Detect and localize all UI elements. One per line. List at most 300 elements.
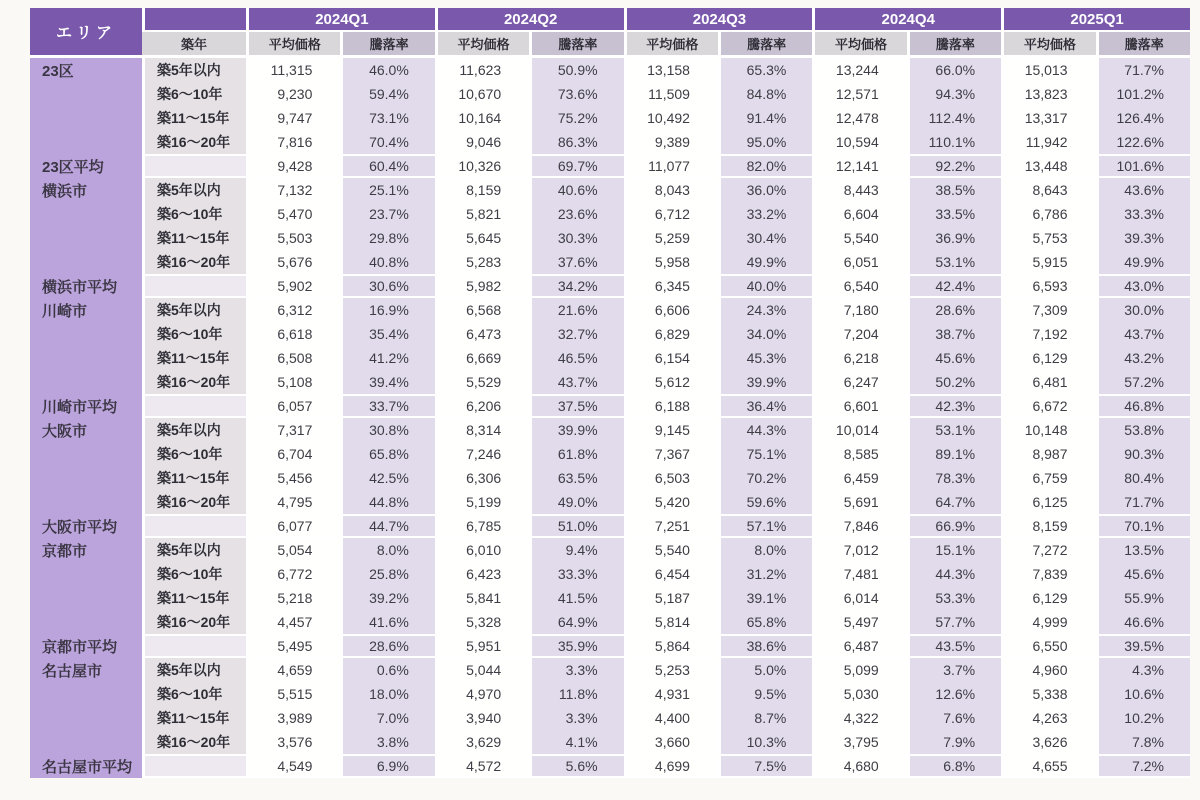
- price-cell: 5,540: [812, 226, 906, 250]
- rate-header-cell: 騰落率: [1096, 32, 1190, 58]
- price-cell: 5,456: [246, 466, 340, 490]
- area-label: [30, 490, 142, 514]
- age-cell: 築5年以内: [142, 538, 246, 562]
- price-cell: 8,043: [624, 178, 718, 202]
- price-cell: 11,942: [1001, 130, 1095, 154]
- average-row: [30, 394, 1190, 418]
- price-cell: 6,051: [812, 250, 906, 274]
- price-cell: 10,014: [812, 418, 906, 442]
- price-cell: 6,218: [812, 346, 906, 370]
- price-cell: 6,785: [435, 514, 529, 538]
- rate-cell: 92.2%: [907, 154, 1001, 178]
- rate-cell: 34.0%: [718, 322, 812, 346]
- rate-cell: 3.3%: [529, 706, 623, 730]
- area-average-label: 23区平均: [30, 154, 142, 178]
- age-cell: 築11〜15年: [142, 106, 246, 130]
- area-label: [30, 130, 142, 154]
- price-cell: 4,655: [1001, 754, 1095, 778]
- rate-cell: 46.8%: [1096, 394, 1190, 418]
- price-cell: 8,443: [812, 178, 906, 202]
- rate-cell: 41.5%: [529, 586, 623, 610]
- rate-cell: 38.7%: [907, 322, 1001, 346]
- rate-cell: 9.5%: [718, 682, 812, 706]
- area-average-label: 川崎市平均: [30, 394, 142, 418]
- rate-cell: 25.8%: [340, 562, 434, 586]
- area-average-label: 京都市平均: [30, 634, 142, 658]
- rate-header-cell: 騰落率: [907, 32, 1001, 58]
- price-cell: 7,846: [812, 514, 906, 538]
- price-header-cell: 平均価格: [624, 32, 718, 58]
- price-cell: 7,481: [812, 562, 906, 586]
- price-header-cell: 平均価格: [812, 32, 906, 58]
- price-cell: 4,659: [246, 658, 340, 682]
- rate-cell: 70.1%: [1096, 514, 1190, 538]
- table-row: [30, 610, 1190, 634]
- rate-cell: 7.5%: [718, 754, 812, 778]
- rate-cell: 6.9%: [340, 754, 434, 778]
- price-cell: 4,680: [812, 754, 906, 778]
- rate-cell: 122.6%: [1096, 130, 1190, 154]
- rate-cell: 15.1%: [907, 538, 1001, 562]
- price-cell: 6,704: [246, 442, 340, 466]
- rate-cell: 50.2%: [907, 370, 1001, 394]
- rate-cell: 101.2%: [1096, 82, 1190, 106]
- rate-cell: 37.6%: [529, 250, 623, 274]
- price-cell: 12,141: [812, 154, 906, 178]
- rate-cell: 44.8%: [340, 490, 434, 514]
- price-cell: 6,503: [624, 466, 718, 490]
- price-cell: 3,989: [246, 706, 340, 730]
- rate-cell: 4.1%: [529, 730, 623, 754]
- rate-cell: 40.8%: [340, 250, 434, 274]
- rate-cell: 40.0%: [718, 274, 812, 298]
- area-average-label: 横浜市平均: [30, 274, 142, 298]
- age-cell: 築16〜20年: [142, 730, 246, 754]
- price-cell: 6,772: [246, 562, 340, 586]
- area-label: [30, 706, 142, 730]
- price-cell: 5,497: [812, 610, 906, 634]
- rate-cell: 57.7%: [907, 610, 1001, 634]
- rate-cell: 18.0%: [340, 682, 434, 706]
- table-row: [30, 250, 1190, 274]
- rate-cell: 46.5%: [529, 346, 623, 370]
- area-label: [30, 346, 142, 370]
- price-cell: 5,503: [246, 226, 340, 250]
- price-cell: 10,492: [624, 106, 718, 130]
- blank-header-cell: [142, 8, 246, 32]
- rate-cell: 0.6%: [340, 658, 434, 682]
- price-cell: 5,821: [435, 202, 529, 226]
- price-cell: 6,712: [624, 202, 718, 226]
- table-row: [30, 706, 1190, 730]
- price-cell: 6,423: [435, 562, 529, 586]
- price-cell: 10,326: [435, 154, 529, 178]
- rate-cell: 33.3%: [529, 562, 623, 586]
- rate-cell: 80.4%: [1096, 466, 1190, 490]
- area-label: [30, 82, 142, 106]
- price-cell: 5,044: [435, 658, 529, 682]
- table-header: [30, 8, 1190, 58]
- price-cell: 8,159: [435, 178, 529, 202]
- area-label: [30, 682, 142, 706]
- rate-cell: 41.2%: [340, 346, 434, 370]
- rate-cell: 65.3%: [718, 58, 812, 82]
- rate-cell: 25.1%: [340, 178, 434, 202]
- price-cell: 5,108: [246, 370, 340, 394]
- rate-cell: 46.6%: [1096, 610, 1190, 634]
- rate-cell: 78.3%: [907, 466, 1001, 490]
- price-cell: 5,099: [812, 658, 906, 682]
- rate-cell: 7.9%: [907, 730, 1001, 754]
- quarter-header: 2024Q2: [435, 8, 624, 32]
- price-cell: 7,204: [812, 322, 906, 346]
- rate-cell: 7.2%: [1096, 754, 1190, 778]
- price-cell: 6,247: [812, 370, 906, 394]
- rate-cell: 42.3%: [907, 394, 1001, 418]
- rate-header-cell: 騰落率: [718, 32, 812, 58]
- rate-cell: 38.6%: [718, 634, 812, 658]
- table-row: [30, 298, 1190, 322]
- price-cell: 4,970: [435, 682, 529, 706]
- price-cell: 9,145: [624, 418, 718, 442]
- area-label: [30, 106, 142, 130]
- rate-cell: 91.4%: [718, 106, 812, 130]
- age-cell: 築5年以内: [142, 418, 246, 442]
- price-cell: 7,816: [246, 130, 340, 154]
- price-cell: 6,473: [435, 322, 529, 346]
- rate-cell: 33.7%: [340, 394, 434, 418]
- age-cell: 築16〜20年: [142, 250, 246, 274]
- price-cell: 15,013: [1001, 58, 1095, 82]
- rate-cell: 8.0%: [340, 538, 434, 562]
- average-row: [30, 634, 1190, 658]
- age-cell: 築11〜15年: [142, 466, 246, 490]
- rate-cell: 39.9%: [718, 370, 812, 394]
- price-cell: 6,786: [1001, 202, 1095, 226]
- age-cell: [142, 154, 246, 178]
- price-cell: 9,747: [246, 106, 340, 130]
- price-cell: 9,389: [624, 130, 718, 154]
- price-cell: 4,999: [1001, 610, 1095, 634]
- area-label: [30, 610, 142, 634]
- price-cell: 5,841: [435, 586, 529, 610]
- price-cell: 6,601: [812, 394, 906, 418]
- price-cell: 6,669: [435, 346, 529, 370]
- price-cell: 5,612: [624, 370, 718, 394]
- rate-cell: 39.3%: [1096, 226, 1190, 250]
- price-cell: 10,164: [435, 106, 529, 130]
- rate-cell: 21.6%: [529, 298, 623, 322]
- quarter-header: 2024Q4: [812, 8, 1001, 32]
- rate-cell: 32.7%: [529, 322, 623, 346]
- rate-cell: 69.7%: [529, 154, 623, 178]
- price-cell: 6,077: [246, 514, 340, 538]
- rate-cell: 39.4%: [340, 370, 434, 394]
- price-cell: 6,188: [624, 394, 718, 418]
- rate-cell: 53.8%: [1096, 418, 1190, 442]
- age-cell: 築11〜15年: [142, 586, 246, 610]
- table-row: [30, 130, 1190, 154]
- area-label: [30, 226, 142, 250]
- rate-cell: 84.8%: [718, 82, 812, 106]
- table-row: [30, 538, 1190, 562]
- rate-header-cell: 騰落率: [529, 32, 623, 58]
- price-cell: 6,125: [1001, 490, 1095, 514]
- price-cell: 7,367: [624, 442, 718, 466]
- table-row: [30, 202, 1190, 226]
- price-cell: 6,206: [435, 394, 529, 418]
- price-cell: 6,759: [1001, 466, 1095, 490]
- rate-cell: 82.0%: [718, 154, 812, 178]
- rate-cell: 64.9%: [529, 610, 623, 634]
- price-cell: 8,314: [435, 418, 529, 442]
- price-header-cell: 平均価格: [1001, 32, 1095, 58]
- price-cell: 13,158: [624, 58, 718, 82]
- table-row: [30, 226, 1190, 250]
- rate-cell: 39.2%: [340, 586, 434, 610]
- price-cell: 5,753: [1001, 226, 1095, 250]
- rate-cell: 45.6%: [1096, 562, 1190, 586]
- rate-cell: 70.4%: [340, 130, 434, 154]
- price-cell: 5,958: [624, 250, 718, 274]
- age-cell: [142, 394, 246, 418]
- rate-cell: 101.6%: [1096, 154, 1190, 178]
- rate-cell: 49.0%: [529, 490, 623, 514]
- area-label: [30, 202, 142, 226]
- rate-cell: 9.4%: [529, 538, 623, 562]
- age-cell: 築11〜15年: [142, 226, 246, 250]
- rate-cell: 70.2%: [718, 466, 812, 490]
- table-row: [30, 562, 1190, 586]
- price-cell: 11,315: [246, 58, 340, 82]
- price-cell: 7,251: [624, 514, 718, 538]
- price-cell: 4,263: [1001, 706, 1095, 730]
- average-row: [30, 154, 1190, 178]
- price-cell: 3,795: [812, 730, 906, 754]
- rate-cell: 43.0%: [1096, 274, 1190, 298]
- price-change-table: [30, 8, 1190, 778]
- rate-cell: 6.8%: [907, 754, 1001, 778]
- rate-cell: 5.6%: [529, 754, 623, 778]
- rate-cell: 38.5%: [907, 178, 1001, 202]
- price-cell: 11,077: [624, 154, 718, 178]
- price-cell: 5,187: [624, 586, 718, 610]
- price-cell: 8,585: [812, 442, 906, 466]
- price-cell: 6,618: [246, 322, 340, 346]
- age-cell: 築16〜20年: [142, 370, 246, 394]
- table-row: [30, 682, 1190, 706]
- price-cell: 13,317: [1001, 106, 1095, 130]
- price-cell: 6,129: [1001, 346, 1095, 370]
- rate-cell: 7.6%: [907, 706, 1001, 730]
- rate-cell: 43.7%: [1096, 322, 1190, 346]
- rate-cell: 3.8%: [340, 730, 434, 754]
- rate-cell: 3.7%: [907, 658, 1001, 682]
- rate-cell: 31.2%: [718, 562, 812, 586]
- age-cell: [142, 754, 246, 778]
- price-cell: 6,481: [1001, 370, 1095, 394]
- price-cell: 4,322: [812, 706, 906, 730]
- price-cell: 4,457: [246, 610, 340, 634]
- rate-cell: 41.6%: [340, 610, 434, 634]
- rate-cell: 30.4%: [718, 226, 812, 250]
- area-label: [30, 442, 142, 466]
- price-header-cell: 平均価格: [246, 32, 340, 58]
- table-body: [30, 58, 1190, 778]
- rate-cell: 5.0%: [718, 658, 812, 682]
- rate-cell: 65.8%: [718, 610, 812, 634]
- price-cell: 13,244: [812, 58, 906, 82]
- price-cell: 6,454: [624, 562, 718, 586]
- rate-cell: 66.0%: [907, 58, 1001, 82]
- rate-cell: 90.3%: [1096, 442, 1190, 466]
- rate-cell: 8.0%: [718, 538, 812, 562]
- price-cell: 7,272: [1001, 538, 1095, 562]
- rate-cell: 44.3%: [718, 418, 812, 442]
- area-label: 京都市: [30, 538, 142, 562]
- rate-cell: 36.0%: [718, 178, 812, 202]
- price-cell: 5,645: [435, 226, 529, 250]
- area-average-label: 名古屋市平均: [30, 754, 142, 778]
- rate-cell: 50.9%: [529, 58, 623, 82]
- rate-cell: 75.2%: [529, 106, 623, 130]
- price-cell: 7,180: [812, 298, 906, 322]
- rate-cell: 53.3%: [907, 586, 1001, 610]
- rate-cell: 23.6%: [529, 202, 623, 226]
- age-cell: 築11〜15年: [142, 346, 246, 370]
- area-label: [30, 466, 142, 490]
- rate-cell: 59.4%: [340, 82, 434, 106]
- price-cell: 5,054: [246, 538, 340, 562]
- age-cell: 築16〜20年: [142, 130, 246, 154]
- area-label: [30, 322, 142, 346]
- rate-cell: 10.3%: [718, 730, 812, 754]
- price-cell: 3,629: [435, 730, 529, 754]
- quarter-header: 2025Q1: [1001, 8, 1190, 32]
- rate-cell: 28.6%: [907, 298, 1001, 322]
- price-cell: 7,012: [812, 538, 906, 562]
- area-label: [30, 250, 142, 274]
- rate-cell: 57.2%: [1096, 370, 1190, 394]
- price-cell: 3,576: [246, 730, 340, 754]
- price-cell: 5,030: [812, 682, 906, 706]
- price-cell: 6,593: [1001, 274, 1095, 298]
- rate-cell: 112.4%: [907, 106, 1001, 130]
- rate-cell: 30.8%: [340, 418, 434, 442]
- table-row: [30, 322, 1190, 346]
- rate-cell: 95.0%: [718, 130, 812, 154]
- price-cell: 6,014: [812, 586, 906, 610]
- rate-cell: 42.5%: [340, 466, 434, 490]
- price-cell: 4,572: [435, 754, 529, 778]
- rate-cell: 11.8%: [529, 682, 623, 706]
- area-label: [30, 562, 142, 586]
- price-cell: 4,699: [624, 754, 718, 778]
- age-cell: 築6〜10年: [142, 322, 246, 346]
- price-cell: 5,915: [1001, 250, 1095, 274]
- rate-cell: 10.2%: [1096, 706, 1190, 730]
- age-cell: 築16〜20年: [142, 490, 246, 514]
- price-cell: 5,902: [246, 274, 340, 298]
- price-cell: 10,148: [1001, 418, 1095, 442]
- rate-cell: 44.7%: [340, 514, 434, 538]
- rate-cell: 16.9%: [340, 298, 434, 322]
- price-cell: 5,951: [435, 634, 529, 658]
- age-cell: 築6〜10年: [142, 202, 246, 226]
- rate-cell: 64.7%: [907, 490, 1001, 514]
- rate-cell: 59.6%: [718, 490, 812, 514]
- price-cell: 13,448: [1001, 154, 1095, 178]
- price-cell: 5,259: [624, 226, 718, 250]
- area-label: 名古屋市: [30, 658, 142, 682]
- rate-cell: 49.9%: [1096, 250, 1190, 274]
- area-label: 大阪市: [30, 418, 142, 442]
- rate-cell: 73.1%: [340, 106, 434, 130]
- price-cell: 9,428: [246, 154, 340, 178]
- rate-cell: 66.9%: [907, 514, 1001, 538]
- price-cell: 5,328: [435, 610, 529, 634]
- rate-cell: 30.3%: [529, 226, 623, 250]
- average-row: [30, 274, 1190, 298]
- average-row: [30, 754, 1190, 778]
- rate-cell: 33.5%: [907, 202, 1001, 226]
- rate-cell: 30.0%: [1096, 298, 1190, 322]
- rate-header-cell: 騰落率: [340, 32, 434, 58]
- rate-cell: 42.4%: [907, 274, 1001, 298]
- price-cell: 6,306: [435, 466, 529, 490]
- price-cell: 4,549: [246, 754, 340, 778]
- rate-cell: 43.2%: [1096, 346, 1190, 370]
- rate-cell: 51.0%: [529, 514, 623, 538]
- rate-cell: 28.6%: [340, 634, 434, 658]
- rate-cell: 53.1%: [907, 250, 1001, 274]
- area-label: [30, 370, 142, 394]
- rate-cell: 86.3%: [529, 130, 623, 154]
- price-cell: 6,604: [812, 202, 906, 226]
- price-cell: 3,940: [435, 706, 529, 730]
- table-row: [30, 442, 1190, 466]
- price-cell: 9,230: [246, 82, 340, 106]
- price-cell: 11,623: [435, 58, 529, 82]
- rate-cell: 46.0%: [340, 58, 434, 82]
- rate-cell: 75.1%: [718, 442, 812, 466]
- area-label: [30, 586, 142, 610]
- price-cell: 12,571: [812, 82, 906, 106]
- age-cell: 築6〜10年: [142, 442, 246, 466]
- rate-cell: 36.4%: [718, 394, 812, 418]
- rate-cell: 40.6%: [529, 178, 623, 202]
- price-cell: 6,345: [624, 274, 718, 298]
- price-cell: 5,864: [624, 634, 718, 658]
- table-row: [30, 58, 1190, 82]
- quarter-header-row: [30, 8, 1190, 32]
- price-cell: 5,283: [435, 250, 529, 274]
- rate-cell: 24.3%: [718, 298, 812, 322]
- quarter-header: 2024Q1: [246, 8, 435, 32]
- price-cell: 6,010: [435, 538, 529, 562]
- rate-cell: 37.5%: [529, 394, 623, 418]
- rate-cell: 43.5%: [907, 634, 1001, 658]
- rate-cell: 13.5%: [1096, 538, 1190, 562]
- price-cell: 6,829: [624, 322, 718, 346]
- price-cell: 4,931: [624, 682, 718, 706]
- price-cell: 3,626: [1001, 730, 1095, 754]
- price-cell: 5,253: [624, 658, 718, 682]
- area-label: 横浜市: [30, 178, 142, 202]
- price-cell: 7,317: [246, 418, 340, 442]
- rate-cell: 45.6%: [907, 346, 1001, 370]
- price-cell: 11,509: [624, 82, 718, 106]
